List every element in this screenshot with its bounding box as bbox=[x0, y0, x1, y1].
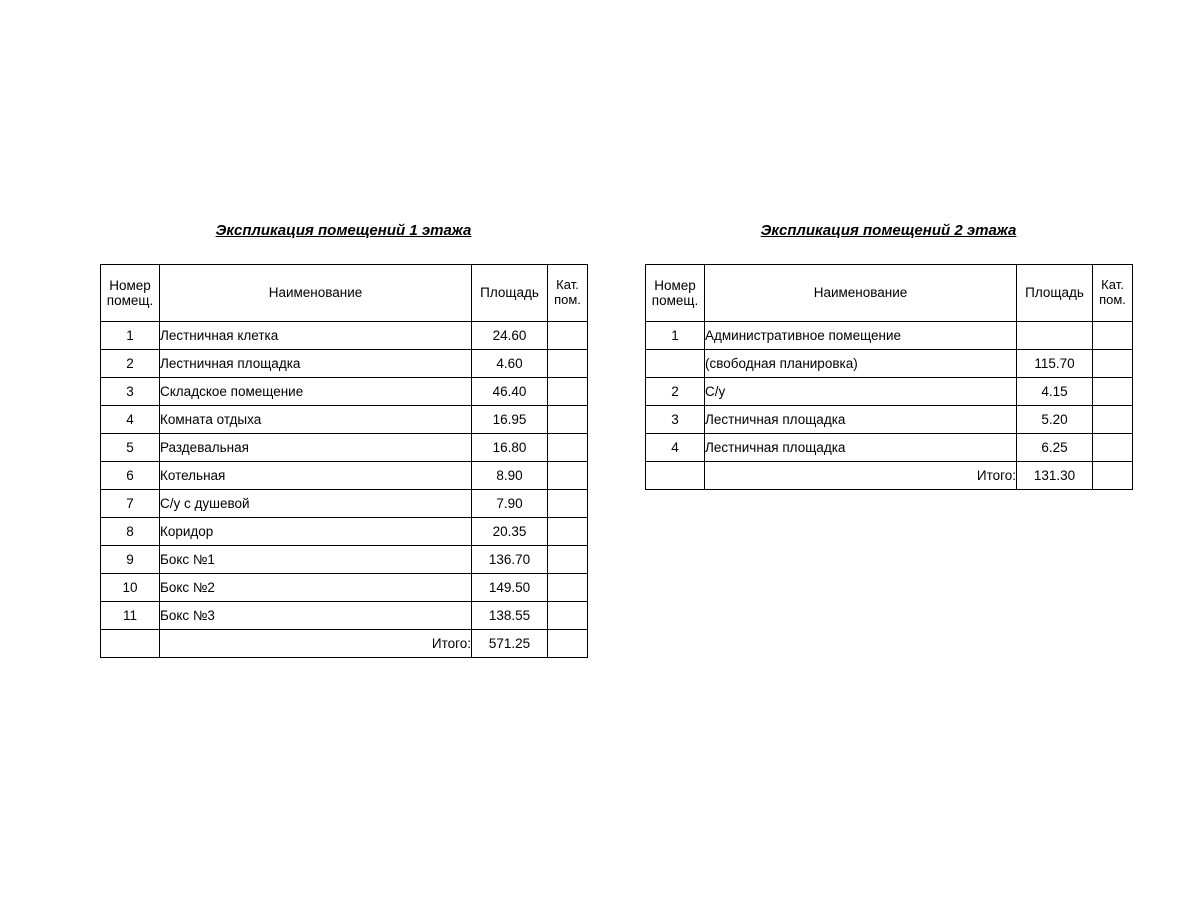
cell-area: 46.40 bbox=[472, 378, 548, 406]
cell-area: 115.70 bbox=[1017, 350, 1093, 378]
header-number-line-2: помещ. bbox=[106, 293, 154, 308]
table-row bbox=[101, 378, 588, 406]
header-cell-area: Площадь bbox=[1017, 265, 1093, 322]
cell-area: 7.90 bbox=[472, 490, 548, 518]
table-row bbox=[101, 434, 588, 462]
cell-area: 5.20 bbox=[1017, 406, 1093, 434]
cell-area: 16.95 bbox=[472, 406, 548, 434]
total-empty-cell bbox=[101, 630, 160, 658]
cell-number: 4 bbox=[101, 406, 160, 434]
explication-title-floor-2: Экспликация помещений 2 этажа bbox=[760, 222, 1017, 239]
table-row bbox=[646, 406, 1133, 434]
cell-category bbox=[548, 518, 588, 546]
table-row bbox=[101, 350, 588, 378]
cell-number: 9 bbox=[101, 546, 160, 574]
table-row bbox=[101, 518, 588, 546]
header-category-line-2: пом. bbox=[554, 292, 581, 307]
header-cell-number bbox=[646, 265, 705, 322]
table-header-row bbox=[101, 265, 588, 322]
table-total-row bbox=[646, 462, 1133, 490]
header-cell-category bbox=[548, 265, 588, 322]
total-area: 571.25 bbox=[472, 630, 548, 658]
cell-category bbox=[548, 322, 588, 350]
cell-number: 1 bbox=[646, 322, 705, 350]
cell-area: 16.80 bbox=[472, 434, 548, 462]
total-area: 131.30 bbox=[1017, 462, 1093, 490]
header-number-line-1: Номер bbox=[654, 277, 696, 293]
cell-number bbox=[646, 350, 705, 378]
cell-name: (свободная планировка) bbox=[705, 350, 1017, 378]
cell-category bbox=[548, 434, 588, 462]
header-cell-number bbox=[101, 265, 160, 322]
header-cell-category bbox=[1093, 265, 1133, 322]
cell-category bbox=[1093, 378, 1133, 406]
cell-area: 136.70 bbox=[472, 546, 548, 574]
cell-name: Бокс №1 bbox=[160, 546, 472, 574]
cell-name: Бокс №3 bbox=[160, 602, 472, 630]
cell-category bbox=[548, 350, 588, 378]
cell-name: Складское помещение bbox=[160, 378, 472, 406]
cell-area: 4.15 bbox=[1017, 378, 1093, 406]
header-category-line-1: Кат. bbox=[1101, 277, 1124, 293]
cell-area: 6.25 bbox=[1017, 434, 1093, 462]
cell-area: 20.35 bbox=[472, 518, 548, 546]
cell-number: 2 bbox=[646, 378, 705, 406]
header-cell-name: Наименование bbox=[705, 265, 1017, 322]
cell-area: 8.90 bbox=[472, 462, 548, 490]
cell-number: 7 bbox=[101, 490, 160, 518]
cell-name: Бокс №2 bbox=[160, 574, 472, 602]
cell-category bbox=[548, 602, 588, 630]
explication-table-floor-1 bbox=[100, 264, 588, 658]
cell-category bbox=[548, 546, 588, 574]
cell-category bbox=[1093, 406, 1133, 434]
cell-category bbox=[548, 574, 588, 602]
table-row bbox=[101, 546, 588, 574]
cell-name: Административное помещение bbox=[705, 322, 1017, 350]
explication-block-floor-2 bbox=[645, 222, 1132, 490]
table-row bbox=[101, 462, 588, 490]
table-row bbox=[646, 434, 1133, 462]
cell-name: Раздевальная bbox=[160, 434, 472, 462]
cell-category bbox=[548, 462, 588, 490]
cell-category bbox=[548, 378, 588, 406]
header-cell-area: Площадь bbox=[472, 265, 548, 322]
cell-area: 138.55 bbox=[472, 602, 548, 630]
table-row bbox=[101, 406, 588, 434]
cell-name: С/у с душевой bbox=[160, 490, 472, 518]
cell-number: 8 bbox=[101, 518, 160, 546]
header-cell-name: Наименование bbox=[160, 265, 472, 322]
total-category bbox=[1093, 462, 1133, 490]
cell-name: Коридор bbox=[160, 518, 472, 546]
total-category bbox=[548, 630, 588, 658]
cell-number: 11 bbox=[101, 602, 160, 630]
cell-name: С/у bbox=[705, 378, 1017, 406]
explication-title-floor-1: Экспликация помещений 1 этажа bbox=[215, 222, 472, 239]
table-row bbox=[101, 574, 588, 602]
cell-area: 24.60 bbox=[472, 322, 548, 350]
header-category-line-1: Кат. bbox=[556, 277, 579, 293]
header-number-line-1: Номер bbox=[109, 277, 151, 293]
cell-category bbox=[548, 406, 588, 434]
table-header-row bbox=[646, 265, 1133, 322]
header-number-line-2: помещ. bbox=[651, 293, 699, 308]
cell-area: 149.50 bbox=[472, 574, 548, 602]
total-label: Итого: bbox=[705, 462, 1017, 490]
cell-number: 4 bbox=[646, 434, 705, 462]
explication-block-floor-1 bbox=[100, 222, 587, 658]
cell-name: Котельная bbox=[160, 462, 472, 490]
cell-name: Лестничная клетка bbox=[160, 322, 472, 350]
cell-number: 3 bbox=[101, 378, 160, 406]
header-category-line-2: пом. bbox=[1099, 292, 1126, 307]
total-label: Итого: bbox=[160, 630, 472, 658]
total-empty-cell bbox=[646, 462, 705, 490]
table-row bbox=[101, 602, 588, 630]
cell-number: 1 bbox=[101, 322, 160, 350]
table-row bbox=[101, 490, 588, 518]
explication-table-floor-2 bbox=[645, 264, 1133, 490]
cell-category bbox=[1093, 434, 1133, 462]
table-total-row bbox=[101, 630, 588, 658]
table-row bbox=[101, 322, 588, 350]
table-row bbox=[646, 322, 1133, 350]
cell-number: 3 bbox=[646, 406, 705, 434]
cell-category bbox=[1093, 322, 1133, 350]
cell-category bbox=[548, 490, 588, 518]
cell-name: Лестничная площадка bbox=[705, 434, 1017, 462]
table-row bbox=[646, 378, 1133, 406]
cell-category bbox=[1093, 350, 1133, 378]
cell-name: Лестничная площадка bbox=[160, 350, 472, 378]
cell-number: 5 bbox=[101, 434, 160, 462]
cell-name: Лестничная площадка bbox=[705, 406, 1017, 434]
cell-number: 2 bbox=[101, 350, 160, 378]
cell-number: 10 bbox=[101, 574, 160, 602]
cell-name: Комната отдыха bbox=[160, 406, 472, 434]
cell-number: 6 bbox=[101, 462, 160, 490]
cell-area: 4.60 bbox=[472, 350, 548, 378]
cell-area bbox=[1017, 322, 1093, 350]
table-row bbox=[646, 350, 1133, 378]
